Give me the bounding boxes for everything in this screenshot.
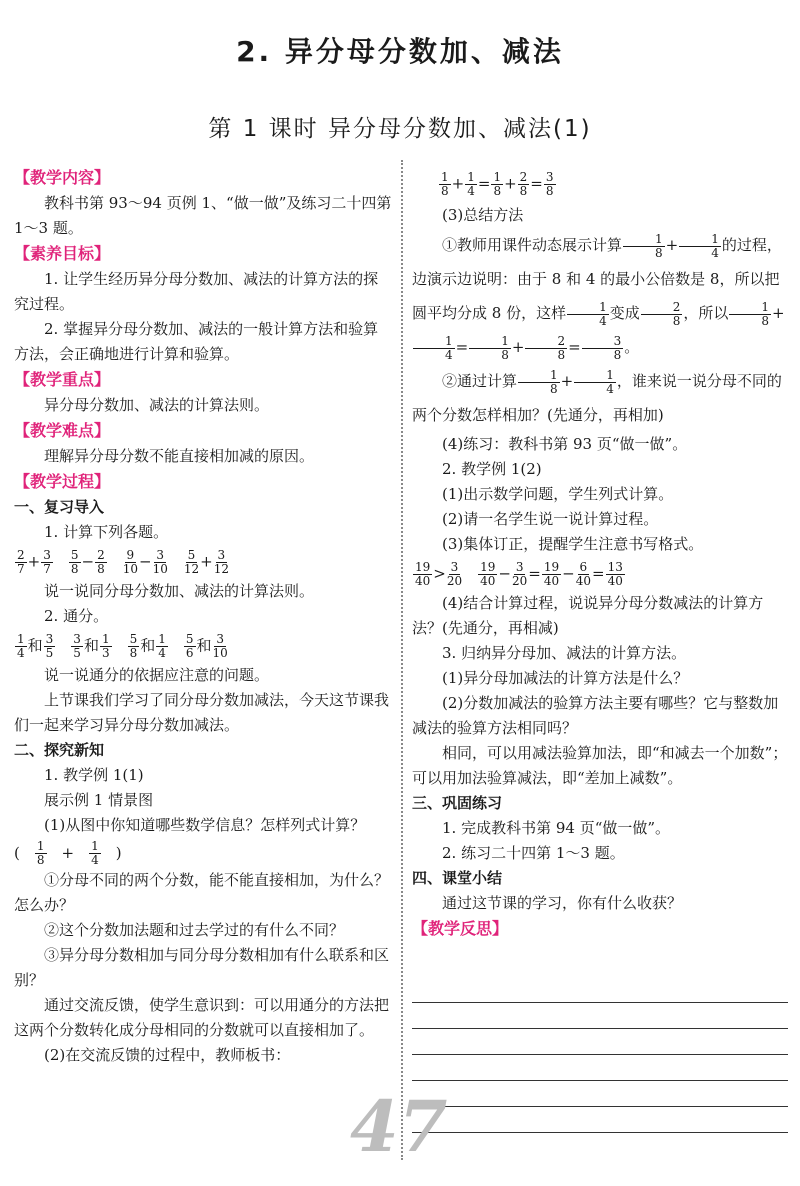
section-heading: 【教学过程】	[14, 472, 111, 491]
writing-line	[412, 1106, 788, 1107]
section-heading: 【教学内容】	[14, 168, 111, 187]
paragraph: 说一说通分的依据应注意的问题。	[44, 666, 270, 684]
paragraph: 通过交流反馈，使学生意识到：可以用通分的方法把这两个分数转化成分母相同的分数就可以直接相加了。	[14, 996, 390, 1039]
paragraph: (1)异分母加减法的计算方法是什么？	[442, 669, 689, 687]
paragraph: (2)分数加减法的验算方法主要有哪些？它与整数加减法的验算方法相同吗？	[412, 694, 779, 737]
paragraph: ①分母不同的两个分数，能不能直接相加，为什么？怎么办？	[14, 871, 390, 914]
unit-title: 2. 异分母分数加、减法	[236, 35, 564, 68]
part-heading: 三、巩固练习	[412, 794, 503, 812]
writing-line	[412, 1028, 788, 1029]
paragraph: 2. 掌握异分母分数加、减法的一般计算方法和验算方法，会正确地进行计算和验算。	[14, 320, 379, 363]
paragraph: 2. 通分。	[44, 607, 109, 625]
paragraph: 上节课我们学习了同分母分数加减法，今天这节课我们一起来学习异分母分数加减法。	[14, 691, 390, 734]
reflection-lines	[412, 1002, 788, 1158]
paragraph: 教科书第 93～94 页例 1、“做一做”及练习二十四第 1～3 题。	[14, 194, 392, 237]
paragraph: (4)练习：教科书第 93 页“做一做”。	[442, 435, 688, 453]
writing-line	[412, 1080, 788, 1081]
paragraph: (1)从图中你知道哪些数学信息？怎样列式计算？	[44, 816, 366, 834]
paragraph: 说一说同分母分数加、减法的计算法则。	[44, 582, 315, 600]
paragraph: (2)请一名学生说一说计算过程。	[442, 510, 659, 528]
pair-row	[14, 629, 392, 663]
part-heading: 一、复习导入	[14, 498, 105, 516]
paragraph: 2. 练习二十四第 1～3 题。	[442, 844, 625, 862]
pair-item: $\frac{5}{6}$ 和 $\frac{3}{10}$	[185, 631, 228, 660]
paragraph: 2. 教学例 1(2)	[442, 460, 542, 478]
right-column	[412, 165, 788, 942]
calc-item: $\frac{5}{8}$ − $\frac{2}{8}$	[70, 547, 105, 576]
writing-line	[412, 1132, 788, 1133]
paragraph: 1. 计算下列各题。	[44, 523, 169, 541]
paragraph: (4)结合计算过程，说说异分母分数减法的计算方法？(先通分，再相减)	[412, 594, 764, 637]
board-equation: $\frac{1}{8}$ + $\frac{1}{4}$ = $\frac{1}{8}$ + $\frac{2}{8}$ = $\frac{3}{8}$	[441, 169, 554, 198]
pair-item: $\frac{3}{5}$ 和 $\frac{1}{3}$	[73, 631, 110, 660]
pair-item: $\frac{1}{4}$ 和 $\frac{3}{5}$	[17, 631, 54, 660]
writing-line	[412, 1002, 788, 1003]
paragraph: 理解异分母分数不能直接相加减的原因。	[44, 447, 315, 465]
pair-item: $\frac{5}{8}$ 和 $\frac{1}{4}$	[129, 631, 166, 660]
paragraph: 1. 完成教科书第 94 页“做一做”。	[442, 819, 671, 837]
page-number: 47	[350, 1085, 448, 1168]
paragraph: ②通过计算 $\frac{1}{8}$ + $\frac{1}{4}$ ，谁来说一说分母不同的两个分数怎样相加？(先通分，再相加)	[412, 367, 782, 424]
calc-item: $\frac{5}{12}$ + $\frac{3}{12}$	[183, 547, 229, 576]
writing-line	[412, 1054, 788, 1055]
paragraph: 异分母分数加、减法的计算法则。	[44, 396, 270, 414]
paragraph: ③异分母分数相加与同分母分数相加有什么联系和区别？	[14, 946, 390, 989]
paragraph: 1. 让学生经历异分母分数加、减法的计算方法的探究过程。	[14, 270, 379, 313]
part-heading: 四、课堂小结	[412, 869, 503, 887]
lesson-subtitle: 第 1 课时 异分母分数加、减法(1)	[208, 116, 592, 142]
paragraph: (1)出示数学问题，学生列式计算。	[442, 485, 674, 503]
calc-item: $\frac{2}{7}$ + $\frac{3}{7}$	[17, 547, 51, 576]
calc-item: $\frac{9}{10}$ − $\frac{3}{10}$	[122, 547, 168, 576]
section-heading: 【素养目标】	[14, 244, 111, 263]
paragraph: 1. 教学例 1(1)	[44, 766, 144, 784]
paragraph: 相同，可以用减法验算加法，即“和减去一个加数”；可以用加法验算减法，即“差加上减数”。	[412, 744, 788, 787]
paragraph: (2)在交流反馈的过程中，教师板书：	[44, 1046, 291, 1064]
section-heading: 【教学重点】	[14, 370, 111, 389]
section-heading: 【教学难点】	[14, 421, 111, 440]
paragraph: (3)总结方法	[442, 206, 524, 224]
expr-row: ( 1 8 + 1 4 )	[14, 838, 122, 867]
paragraph: ①教师用课件动态展示计算 $\frac{1}{8}$ + $\frac{1}{4}$ 的过程，边演示边说明：由于 8 和 4 的最小公倍数是 8，所以把圆平均分成 8 份，这样 $\frac{1}{4}$ 变成 $\frac{2}{8}$ ，所以 $\frac{1}{8}$ + $\frac{1}{4}$ = $\frac{1}{8}$ + $\frac{2}{8}$ = $\frac{3}{8}$ 。	[412, 231, 785, 362]
part-heading: 二、探究新知	[14, 741, 105, 759]
column-divider	[401, 160, 403, 1160]
calc-row	[14, 545, 392, 579]
paragraph: (3)集体订正，提醒学生注意书写格式。	[442, 535, 704, 553]
paragraph: 通过这节课的学习，你有什么收获？	[442, 894, 683, 912]
paragraph: ②这个分数加法题和过去学过的有什么不同？	[44, 921, 345, 939]
paragraph: 展示例 1 情景图	[44, 791, 154, 809]
section-heading: 【教学反思】	[412, 919, 509, 938]
paragraph: 3. 归纳异分母加、减法的计算方法。	[442, 644, 687, 662]
subtraction-row: $\frac{19}{40}$ > $\frac{3}{20}$ $\frac{19}{40}$ − $\frac{3}{20}$ = $\frac{19}{40}$ − $\frac{6}{40}$ = $\frac{13}{40}$	[415, 559, 623, 588]
left-column	[14, 165, 392, 1068]
